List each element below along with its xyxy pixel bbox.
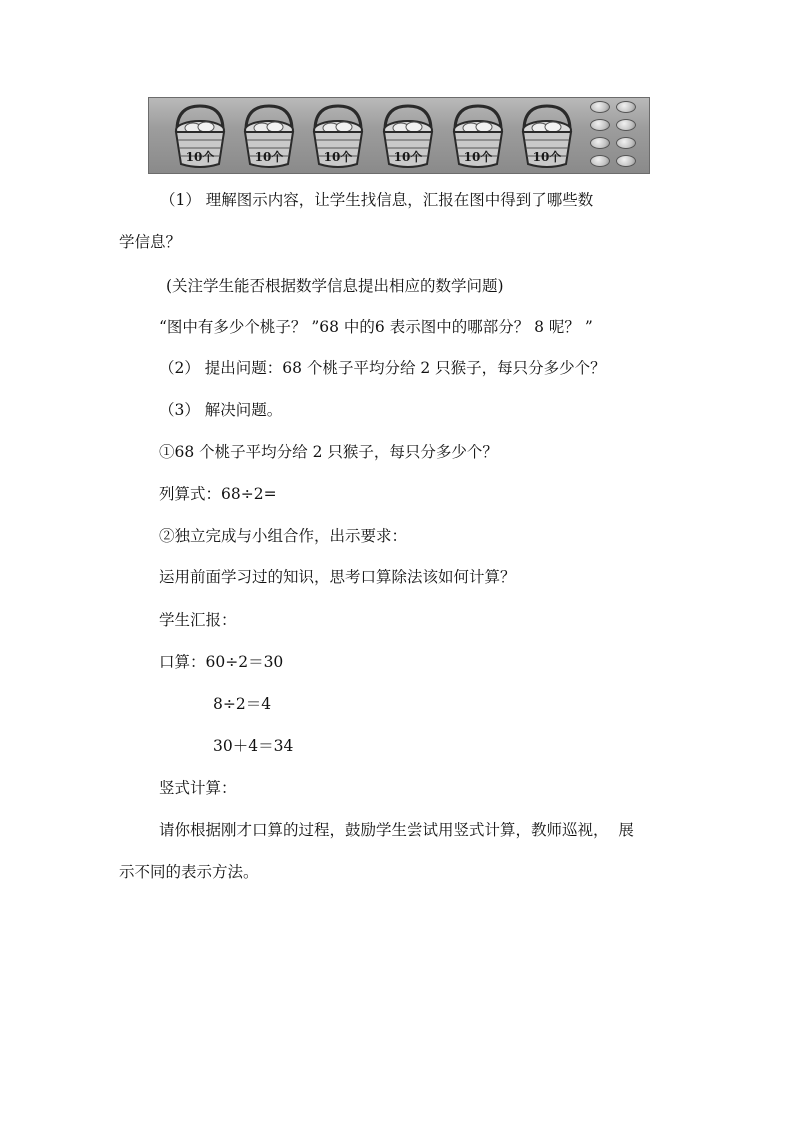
peach-basket <box>447 100 509 172</box>
requirement-text: ②独立完成与小组合作，出示要求： <box>159 527 408 545</box>
mental-calc-line3: 30＋4＝34 <box>213 737 294 755</box>
report-heading: 学生汇报： <box>159 611 237 629</box>
peach-icon <box>590 155 610 167</box>
peach-basket <box>169 100 231 172</box>
step3-heading: （3） 解决问题。 <box>159 401 283 419</box>
peach-basket <box>238 100 300 172</box>
peach-icon <box>616 155 636 167</box>
question-text: “图中有多少个桃子？ ”68 中的6 表示图中的哪部分？ 8 呢？ ” <box>159 318 593 336</box>
peach-basket <box>516 100 578 172</box>
basket-label: 10个 <box>532 150 562 164</box>
peach-basket <box>377 100 439 172</box>
peach-icon <box>590 137 610 149</box>
mental-calc-line2: 8÷2＝4 <box>213 695 272 713</box>
basket-label: 10个 <box>463 150 493 164</box>
problem-text: ①68 个桃子平均分给 2 只猴子，每只分多少个？ <box>159 443 498 461</box>
basket-label: 10个 <box>323 150 353 164</box>
peach-basket-illustration <box>148 97 650 174</box>
peach-icon <box>616 101 636 113</box>
vertical-calc-heading: 竖式计算： <box>159 779 237 797</box>
note-text: (关注学生能否根据数学信息提出相应的数学问题) <box>166 277 504 295</box>
peach-basket <box>307 100 369 172</box>
loose-peaches <box>588 99 644 171</box>
closing-text-continued: 示不同的表示方法。 <box>119 863 259 881</box>
basket-label: 10个 <box>393 150 423 164</box>
peach-icon <box>590 119 610 131</box>
step2-text: （2） 提出问题：68 个桃子平均分给 2 只猴子，每只分多少个？ <box>159 359 606 377</box>
instruction-text: 运用前面学习过的知识，思考口算除法该如何计算？ <box>159 568 516 586</box>
peach-icon <box>616 119 636 131</box>
mental-calc-line1: 口算：60÷2＝30 <box>159 653 284 671</box>
equation-text: 列算式：68÷2= <box>159 485 277 503</box>
step1-text-continued: 学信息？ <box>119 233 182 251</box>
closing-text: 请你根据刚才口算的过程，鼓励学生尝试用竖式计算，教师巡视， 展 <box>159 821 634 839</box>
basket-label: 10个 <box>185 150 215 164</box>
peach-icon <box>616 137 636 149</box>
step1-text: （1） 理解图示内容，让学生找信息，汇报在图中得到了哪些数 <box>160 191 594 209</box>
basket-label: 10个 <box>254 150 284 164</box>
peach-icon <box>590 101 610 113</box>
